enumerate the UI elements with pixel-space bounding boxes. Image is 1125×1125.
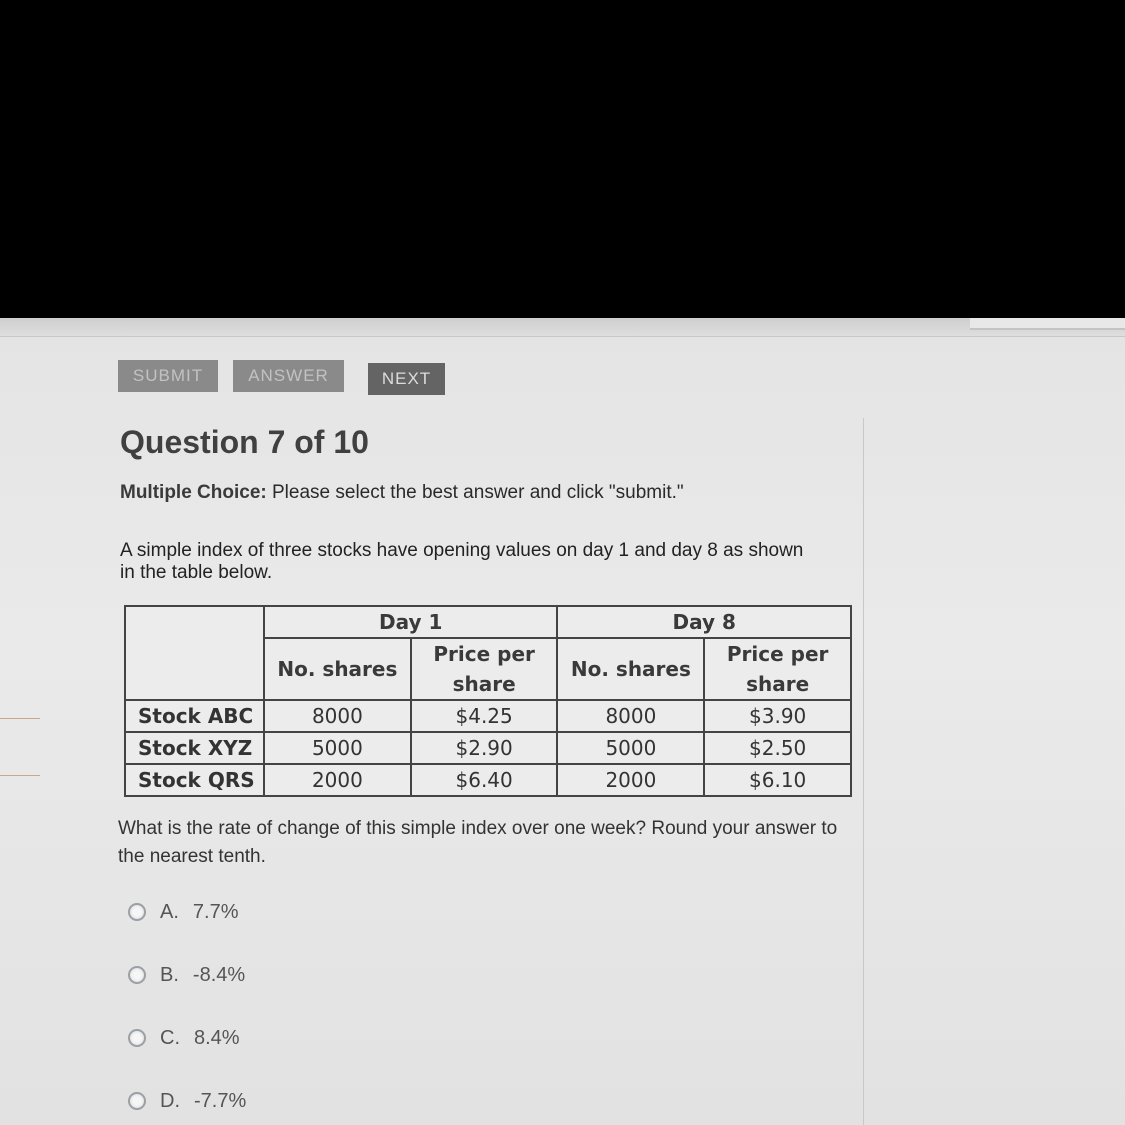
- table-cell: 8000: [557, 700, 704, 732]
- col-header-price-day8: Price per share: [704, 638, 851, 700]
- stock-table: [124, 605, 852, 797]
- col-header-shares-day1: No. shares: [264, 638, 411, 700]
- table-cell: $4.25: [411, 700, 558, 732]
- table-row: [125, 700, 851, 732]
- quiz-screen: [0, 318, 1125, 1125]
- option-value: -7.7%: [194, 1089, 247, 1112]
- table-cell: $6.40: [411, 764, 558, 796]
- radio-button[interactable]: [128, 1029, 146, 1047]
- day8-header: Day 8: [557, 606, 851, 638]
- window-top-bar: [0, 318, 1125, 337]
- col-header-price-day1: Price per share: [411, 638, 558, 700]
- col-header-shares-day8: No. shares: [557, 638, 704, 700]
- row-label: Stock XYZ: [125, 732, 264, 764]
- radio-button[interactable]: [128, 966, 146, 984]
- table-row: [125, 732, 851, 764]
- row-label: Stock QRS: [125, 764, 264, 796]
- table-corner-cell: [125, 606, 264, 700]
- option-value: 7.7%: [192, 900, 239, 923]
- question-instruction: [120, 482, 684, 504]
- option-c[interactable]: [128, 1024, 240, 1052]
- left-edge-line: [0, 775, 40, 776]
- question-title: Question 7 of 10: [120, 424, 369, 460]
- option-value: 8.4%: [194, 1026, 240, 1049]
- table-cell: $2.50: [704, 732, 851, 764]
- option-letter: C.: [160, 1026, 180, 1049]
- table-cell: $3.90: [704, 700, 851, 732]
- option-a[interactable]: [128, 898, 239, 926]
- option-letter: A.: [160, 900, 179, 923]
- table-cell: 8000: [264, 700, 411, 732]
- instruction-text: Please select the best answer and click "submit.": [266, 482, 684, 503]
- table-cell: $6.10: [704, 764, 851, 796]
- option-d[interactable]: [128, 1087, 246, 1115]
- radio-button[interactable]: [128, 1092, 146, 1110]
- question-text: A simple index of three stocks have opening values on day 1 and day 8 as shown in the table below.: [120, 540, 804, 583]
- table-row: [125, 764, 851, 796]
- option-value: -8.4%: [192, 963, 246, 986]
- option-letter: D.: [160, 1089, 180, 1112]
- answer-button[interactable]: ANSWER: [233, 360, 344, 392]
- option-letter: B.: [160, 963, 179, 986]
- submit-button[interactable]: SUBMIT: [118, 360, 218, 392]
- table-cell: 5000: [264, 732, 411, 764]
- row-label: Stock ABC: [125, 700, 264, 732]
- table-cell: 2000: [557, 764, 704, 796]
- option-b[interactable]: [128, 961, 245, 989]
- table-cell: 5000: [557, 732, 704, 764]
- question-prompt: What is the rate of change of this simple index over one week? Round your answer to the nearest tenth.: [118, 818, 838, 867]
- next-button[interactable]: NEXT: [368, 363, 445, 395]
- table-cell: 2000: [264, 764, 411, 796]
- radio-button[interactable]: [128, 903, 146, 921]
- instruction-label: Multiple Choice:: [120, 482, 267, 503]
- table-cell: $2.90: [411, 732, 558, 764]
- top-bar-right-tab: [970, 318, 1125, 330]
- left-edge-line: [0, 718, 40, 719]
- day1-header: Day 1: [264, 606, 558, 638]
